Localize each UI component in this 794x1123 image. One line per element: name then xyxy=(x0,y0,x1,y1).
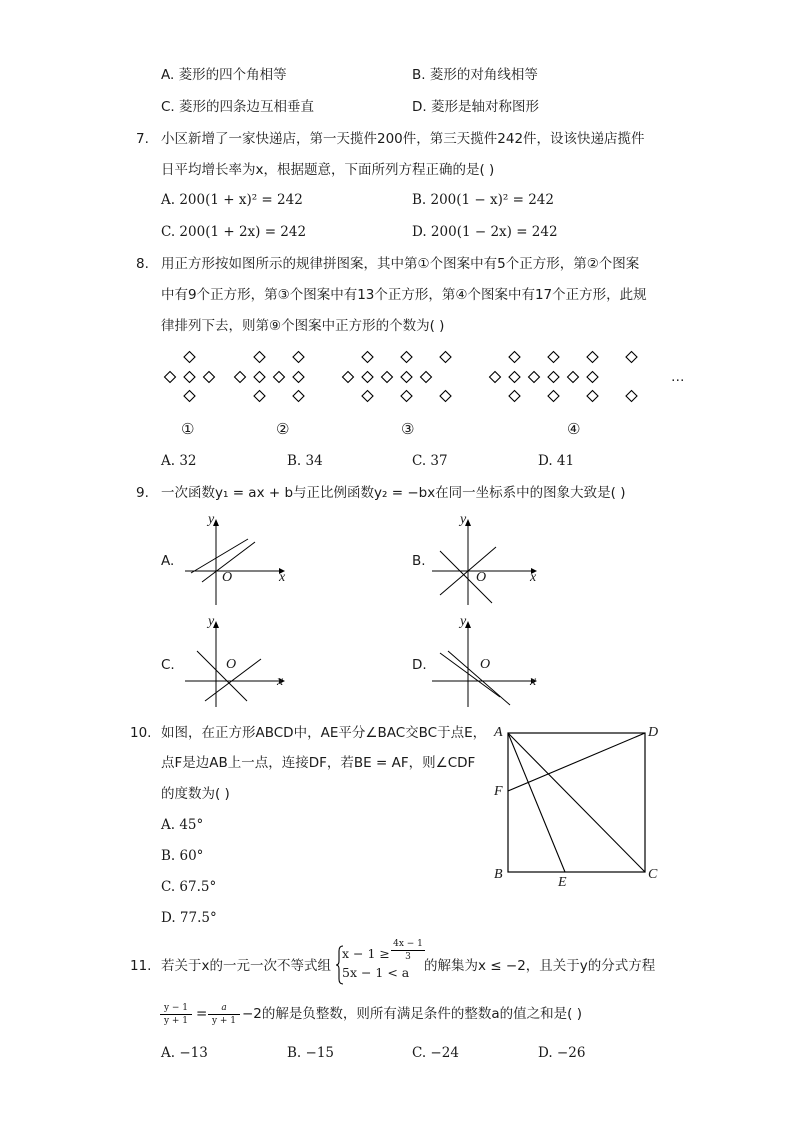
q7-option-a: A. 200(1 + x)² = 242 xyxy=(161,192,303,208)
q11-equals: = xyxy=(196,1006,208,1022)
q11-ineq2: 5x − 1 < a xyxy=(342,965,410,980)
q11-option-a: A. −13 xyxy=(161,1045,208,1061)
q9-option-a: A. xyxy=(161,553,175,569)
q8-stem-line2: 中有9个正方形，第③个图案中有13个正方形，第④个图案中有17个正方形，此规 xyxy=(161,287,647,303)
q11-stem-post: 的解集为x ≤ −2，且关于y的分式方程 xyxy=(424,958,656,974)
q8-pattern-label-4: ④ xyxy=(567,420,581,438)
q8-number: 8. xyxy=(136,256,149,272)
q8-pattern-label-1: ① xyxy=(181,420,195,438)
q10-option-d: D. 77.5° xyxy=(161,910,217,926)
q8-pattern-label-2: ② xyxy=(276,420,290,438)
q8-pattern-label-3: ③ xyxy=(401,420,415,438)
q8-option-c: C. 37 xyxy=(412,453,448,469)
q7-option-c: C. 200(1 + 2x) = 242 xyxy=(161,224,307,240)
q10-stem-line2: 点F是边AB上一点，连接DF，若BE = AF，则∠CDF xyxy=(161,755,476,771)
q8-option-a: A. 32 xyxy=(161,453,197,469)
q9-graph-c-y-label: y xyxy=(208,614,215,629)
q11-option-b: B. −15 xyxy=(287,1045,334,1061)
q6-option-c: C. 菱形的四条边互相垂直 xyxy=(161,99,315,115)
q10-point-b: B xyxy=(494,867,503,882)
q11-frac1-bar xyxy=(160,1014,192,1015)
q11-option-c: C. −24 xyxy=(412,1045,459,1061)
q11-frac1-den: y + 1 xyxy=(163,1016,189,1026)
segment-df xyxy=(508,733,645,791)
q11-frac-den: 3 xyxy=(405,952,411,962)
q9-graph-a-y-label: y xyxy=(208,512,215,527)
q11-frac2-num: a xyxy=(221,1003,227,1013)
q9-option-d: D. xyxy=(412,657,427,673)
q10-point-a: A xyxy=(494,725,503,740)
q7-number: 7. xyxy=(136,131,149,147)
q8-stem-line1: 用正方形按如图所示的规律拼图案，其中第①个图案中有5个正方形，第②个图案 xyxy=(161,256,640,272)
q10-option-b: B. 60° xyxy=(161,848,204,864)
q9-stem: 一次函数y₁ = ax + b与正比例函数y₂ = −bx在同一坐标系中的图象大致是( ) xyxy=(161,485,626,501)
q8-ellipsis: … xyxy=(671,369,685,385)
q10-point-f: F xyxy=(494,784,503,799)
q7-stem-line1: 小区新增了一家快递店，第一天揽件200件，第三天揽件242件，设该快递店揽件 xyxy=(161,131,645,147)
q11-stem-pre: 若关于x的一元一次不等式组 xyxy=(161,958,331,974)
q11-number: 11. xyxy=(130,958,152,974)
q9-graph-b-x-label: x xyxy=(530,570,537,585)
q9-graph-a-origin: O xyxy=(222,570,233,585)
q11-frac-num: 4x − 1 xyxy=(393,939,423,949)
q9-graph-b-y-label: y xyxy=(460,512,467,527)
q11-frac2-bar xyxy=(208,1014,240,1015)
segment-ae xyxy=(508,733,565,872)
q10-point-d: D xyxy=(648,725,659,740)
q9-graph-b-origin: O xyxy=(476,570,487,585)
q9-graph-d-x-label: x xyxy=(530,674,537,689)
q10-stem-line3: 的度数为( ) xyxy=(161,786,230,802)
q8-option-b: B. 34 xyxy=(287,453,323,469)
q11-option-d: D. −26 xyxy=(538,1045,586,1061)
q9-option-c: C. xyxy=(161,657,175,673)
q7-stem-line2: 日平均增长率为x，根据题意，下面所列方程正确的是( ) xyxy=(161,162,495,178)
q10-point-e: E xyxy=(558,875,567,890)
q8-stem-line3: 律排列下去，则第⑨个图案中正方形的个数为( ) xyxy=(161,318,445,334)
q9-graph-d-y-label: y xyxy=(460,614,467,629)
q11-frac2-den: y + 1 xyxy=(211,1016,237,1026)
q11-frac1-num: y − 1 xyxy=(163,1003,189,1013)
q10-option-c: C. 67.5° xyxy=(161,879,217,895)
q10-number: 10. xyxy=(130,725,152,741)
q7-option-b: B. 200(1 − x)² = 242 xyxy=(412,192,554,208)
q6-option-b: B. 菱形的对角线相等 xyxy=(412,67,538,83)
q6-option-a: A. 菱形的四个角相等 xyxy=(161,67,287,83)
q9-graph-c-x-label: x xyxy=(277,674,284,689)
q10-point-c: C xyxy=(648,867,658,882)
q10-stem-line1: 如图，在正方形ABCD中，AE平分∠BAC交BC于点E， xyxy=(161,725,487,741)
q11-stem-tail: −2的解是负整数，则所有满足条件的整数a的值之和是( ) xyxy=(242,1006,582,1022)
q9-graph-c-origin: O xyxy=(226,657,237,672)
q10-option-a: A. 45° xyxy=(161,817,204,833)
q9-graph-d-origin: O xyxy=(480,657,491,672)
q8-option-d: D. 41 xyxy=(538,453,575,469)
q11-ineq1: x − 1 ≥ xyxy=(342,946,390,961)
diagonal-ac xyxy=(508,733,645,872)
q9-graph-a-x-label: x xyxy=(279,570,286,585)
q6-option-d: D. 菱形是轴对称图形 xyxy=(412,99,539,115)
q7-option-d: D. 200(1 − 2x) = 242 xyxy=(412,224,558,240)
q9-number: 9. xyxy=(136,485,149,501)
q9-option-b: B. xyxy=(412,553,426,569)
q11-frac-bar xyxy=(391,950,425,951)
